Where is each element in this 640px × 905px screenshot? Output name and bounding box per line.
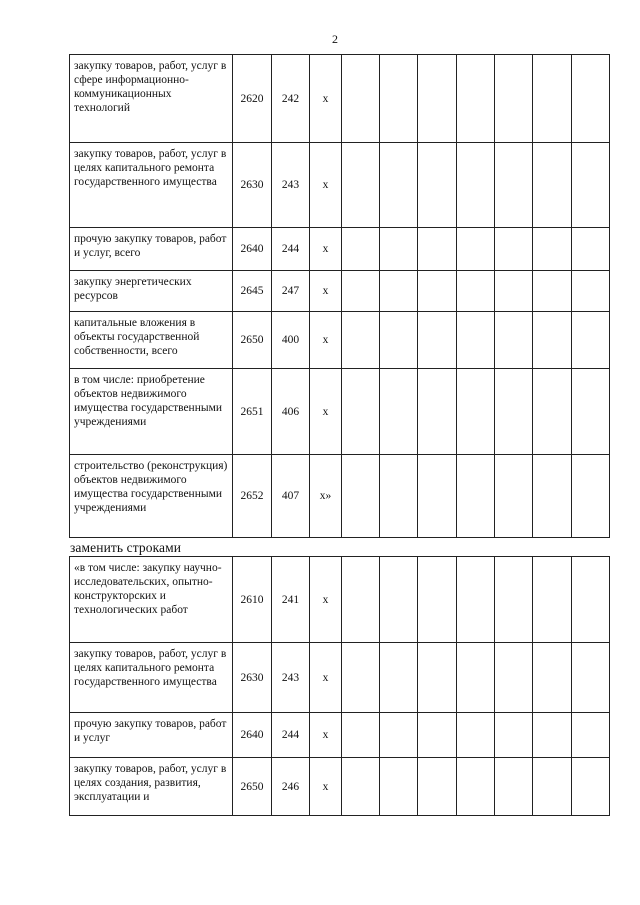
empty-value-cell	[533, 758, 572, 816]
empty-value-cell	[572, 228, 610, 271]
row-description: закупку энергетических ресурсов	[70, 271, 233, 312]
empty-value-cell	[572, 455, 610, 538]
row-mark: x»	[310, 455, 342, 538]
empty-value-cell	[495, 312, 533, 369]
row-expense-code: 243	[272, 143, 310, 228]
row-description: в том числе: приобретение объектов недвижимого имущества государственными учреждениями	[70, 369, 233, 455]
row-expense-code: 243	[272, 643, 310, 713]
row-description: «в том числе: закупку научно-исследовательских, опытно-конструкторских и технологических работ	[70, 557, 233, 643]
empty-value-cell	[495, 369, 533, 455]
row-expense-code: 241	[272, 557, 310, 643]
empty-value-cell	[572, 713, 610, 758]
empty-value-cell	[380, 758, 418, 816]
empty-value-cell	[380, 271, 418, 312]
empty-value-cell	[457, 369, 495, 455]
empty-value-cell	[418, 271, 457, 312]
empty-value-cell	[342, 713, 380, 758]
table-row	[70, 271, 610, 312]
empty-value-cell	[495, 271, 533, 312]
empty-value-cell	[457, 643, 495, 713]
empty-value-cell	[342, 758, 380, 816]
row-description: закупку товаров, работ, услуг в целях капитального ремонта государственного имущества	[70, 143, 233, 228]
row-mark: x	[310, 143, 342, 228]
empty-value-cell	[418, 455, 457, 538]
empty-value-cell	[572, 643, 610, 713]
row-description: прочую закупку товаров, работ и услуг	[70, 713, 233, 758]
empty-value-cell	[418, 55, 457, 143]
row-line-code: 2610	[233, 557, 272, 643]
empty-value-cell	[418, 369, 457, 455]
row-mark: x	[310, 312, 342, 369]
empty-value-cell	[380, 455, 418, 538]
row-expense-code: 242	[272, 55, 310, 143]
empty-value-cell	[495, 143, 533, 228]
empty-value-cell	[572, 369, 610, 455]
empty-value-cell	[572, 312, 610, 369]
empty-value-cell	[533, 643, 572, 713]
empty-value-cell	[495, 55, 533, 143]
empty-value-cell	[533, 228, 572, 271]
row-expense-code: 246	[272, 758, 310, 816]
table-row	[70, 55, 610, 143]
table-row	[70, 758, 610, 816]
empty-value-cell	[572, 758, 610, 816]
row-mark: x	[310, 557, 342, 643]
empty-value-cell	[418, 143, 457, 228]
empty-value-cell	[533, 369, 572, 455]
empty-value-cell	[457, 713, 495, 758]
empty-value-cell	[418, 312, 457, 369]
row-description: закупку товаров, работ, услуг в целях создания, развития, эксплуатации и	[70, 758, 233, 816]
empty-value-cell	[342, 55, 380, 143]
empty-value-cell	[380, 312, 418, 369]
table-row	[70, 228, 610, 271]
empty-value-cell	[380, 643, 418, 713]
empty-value-cell	[533, 312, 572, 369]
empty-value-cell	[457, 143, 495, 228]
row-line-code: 2630	[233, 643, 272, 713]
empty-value-cell	[533, 713, 572, 758]
row-expense-code: 244	[272, 713, 310, 758]
row-description: закупку товаров, работ, услуг в сфере информационно-коммуникационных технологий	[70, 55, 233, 143]
row-mark: x	[310, 228, 342, 271]
row-mark: x	[310, 713, 342, 758]
empty-value-cell	[572, 271, 610, 312]
empty-value-cell	[533, 55, 572, 143]
row-expense-code: 247	[272, 271, 310, 312]
empty-value-cell	[457, 758, 495, 816]
row-expense-code: 407	[272, 455, 310, 538]
row-line-code: 2645	[233, 271, 272, 312]
empty-value-cell	[342, 271, 380, 312]
empty-value-cell	[457, 55, 495, 143]
empty-value-cell	[533, 455, 572, 538]
row-line-code: 2640	[233, 228, 272, 271]
row-mark: x	[310, 758, 342, 816]
row-mark: x	[310, 369, 342, 455]
empty-value-cell	[572, 143, 610, 228]
empty-value-cell	[380, 369, 418, 455]
empty-value-cell	[495, 643, 533, 713]
empty-value-cell	[342, 369, 380, 455]
empty-value-cell	[342, 312, 380, 369]
row-description: строительство (реконструкция) объектов недвижимого имущества государственными учреждениями	[70, 455, 233, 538]
row-expense-code: 406	[272, 369, 310, 455]
table-original-rows	[69, 54, 610, 538]
row-line-code: 2640	[233, 713, 272, 758]
empty-value-cell	[495, 713, 533, 758]
page-number: 2	[332, 32, 338, 46]
empty-value-cell	[418, 557, 457, 643]
row-mark: x	[310, 643, 342, 713]
empty-value-cell	[572, 55, 610, 143]
empty-value-cell	[380, 228, 418, 271]
table-row	[70, 713, 610, 758]
empty-value-cell	[457, 271, 495, 312]
table-row	[70, 643, 610, 713]
row-line-code: 2652	[233, 455, 272, 538]
table-replacement-rows	[69, 556, 610, 816]
row-line-code: 2620	[233, 55, 272, 143]
empty-value-cell	[418, 758, 457, 816]
row-description: закупку товаров, работ, услуг в целях капитального ремонта государственного имущества	[70, 643, 233, 713]
empty-value-cell	[342, 455, 380, 538]
empty-value-cell	[380, 557, 418, 643]
empty-value-cell	[457, 312, 495, 369]
empty-value-cell	[380, 713, 418, 758]
empty-value-cell	[572, 557, 610, 643]
empty-value-cell	[380, 143, 418, 228]
row-line-code: 2650	[233, 758, 272, 816]
table-row	[70, 312, 610, 369]
empty-value-cell	[495, 557, 533, 643]
empty-value-cell	[533, 557, 572, 643]
row-line-code: 2630	[233, 143, 272, 228]
table-row	[70, 455, 610, 538]
empty-value-cell	[495, 455, 533, 538]
row-description: капитальные вложения в объекты государственной собственности, всего	[70, 312, 233, 369]
row-mark: x	[310, 55, 342, 143]
row-expense-code: 400	[272, 312, 310, 369]
empty-value-cell	[457, 455, 495, 538]
table-row	[70, 143, 610, 228]
empty-value-cell	[495, 228, 533, 271]
row-expense-code: 244	[272, 228, 310, 271]
empty-value-cell	[457, 557, 495, 643]
table-row	[70, 557, 610, 643]
row-description: прочую закупку товаров, работ и услуг, всего	[70, 228, 233, 271]
replace-with-rows-label: заменить строками	[70, 540, 182, 555]
row-line-code: 2651	[233, 369, 272, 455]
empty-value-cell	[457, 228, 495, 271]
empty-value-cell	[380, 55, 418, 143]
row-line-code: 2650	[233, 312, 272, 369]
empty-value-cell	[495, 758, 533, 816]
table-row	[70, 369, 610, 455]
row-mark: x	[310, 271, 342, 312]
empty-value-cell	[533, 143, 572, 228]
empty-value-cell	[418, 228, 457, 271]
empty-value-cell	[342, 643, 380, 713]
empty-value-cell	[533, 271, 572, 312]
empty-value-cell	[342, 228, 380, 271]
empty-value-cell	[418, 643, 457, 713]
empty-value-cell	[342, 143, 380, 228]
empty-value-cell	[342, 557, 380, 643]
empty-value-cell	[418, 713, 457, 758]
